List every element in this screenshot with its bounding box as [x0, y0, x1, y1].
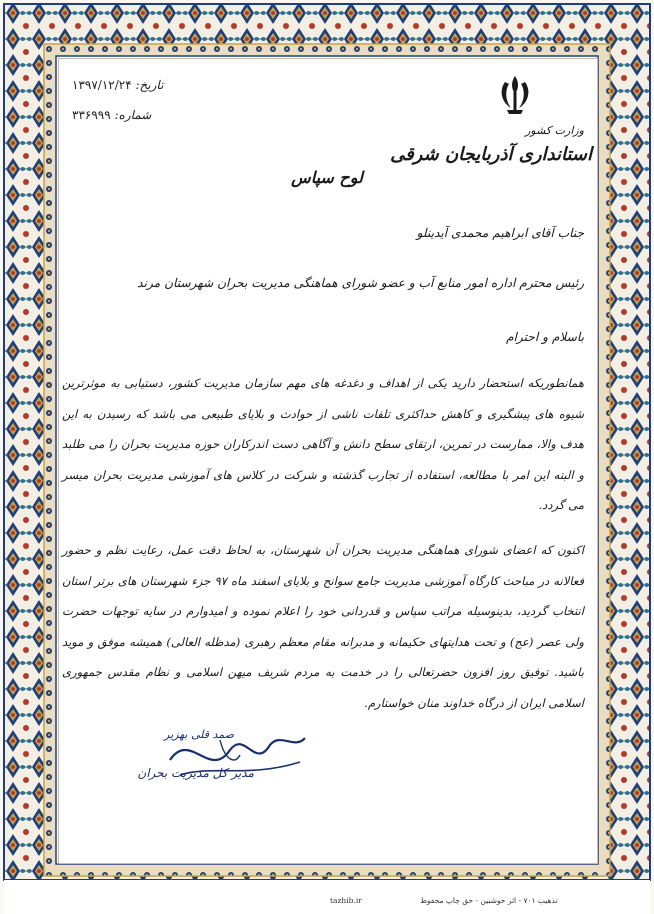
letter-date — [72, 78, 163, 92]
recipient-position: رئیس محترم اداره امور منابع آب و عضو شورای هماهنگی مدیریت بحران شهرستان مرند — [137, 276, 584, 290]
greeting: باسلام و احترام — [505, 330, 584, 344]
number-label: شماره: — [114, 108, 152, 122]
signer-title: مدیر کل مدیریت بحران — [137, 766, 254, 780]
organization-name: استانداری آذربایجان شرقی — [390, 144, 592, 165]
date-value: ۱۳۹۷/۱۲/۲۴ — [72, 78, 132, 92]
iran-emblem-icon — [493, 72, 537, 118]
signer-name: صمد قلی بهزیر — [164, 728, 234, 741]
recipient-name: جناب آقای ابراهیم محمدی آیدینلو — [416, 226, 584, 240]
document-title: لوح سپاس — [291, 168, 363, 187]
body-paragraph-2: اکنون که اعضای شورای هماهنگی مدیریت بحران آن شهرستان، به لحاظ دقت عمل، رعایت نظم و حضور فعالانه در مباحث کارگاه آموزشی مدیریت جامع سوانح و بلایای اسفند ماه ۹۷ جزء شهرستان های برتر استان انتخاب گردید، بدینوسیله مراتب سپاس و قدردانی خود را اعلام نموده و امیدوارم در سایه توجهات حضرت ولی عصر (عج) و تحت هدایتهای حکیمانه و مدبرانه مقام معظم رهبری (مدظله العالی) همیشه موفق و موید باشید. توفیق روز افزون حضرتعالی را در خدمت به مردم شریف میهن اسلامی و نظام مقدس جمهوری اسلامی ایران از درگاه خداوند منان خواستارم. — [62, 543, 584, 710]
date-label: تاریخ: — [135, 78, 164, 92]
body-paragraph-1: همانطوریکه استحضار دارید یکی از اهداف و دغدغه های مهم سازمان مدیریت کشور، دستیابی به موثرترین شیوه های پیشگیری و کاهش حداکثری تلفات ناشی از حوادث و بلایای طبیعی می باشد که رسیدن به این هدف والا، ممارست در تمرین، ارتقای سطح دانش و آگاهی دست اندرکاران حوزه مدیریت بحران را می طلبد و البته این امر با مطالعه، استفاده از تجارب گذشته و شرکت در کلاس های آموزشی مدیریت بحران میسر می گردد. — [62, 376, 584, 512]
footer-site: tazhib.ir — [330, 896, 362, 905]
ministry-name: وزارت کشور — [525, 124, 584, 137]
footer-credit: تذهیب ۷۰۱ - اثر خوشبین - حق چاپ محفوظ — [420, 896, 558, 905]
letter-number — [72, 108, 151, 122]
number-value: ۳۳۶۹۹۹ — [72, 108, 111, 122]
